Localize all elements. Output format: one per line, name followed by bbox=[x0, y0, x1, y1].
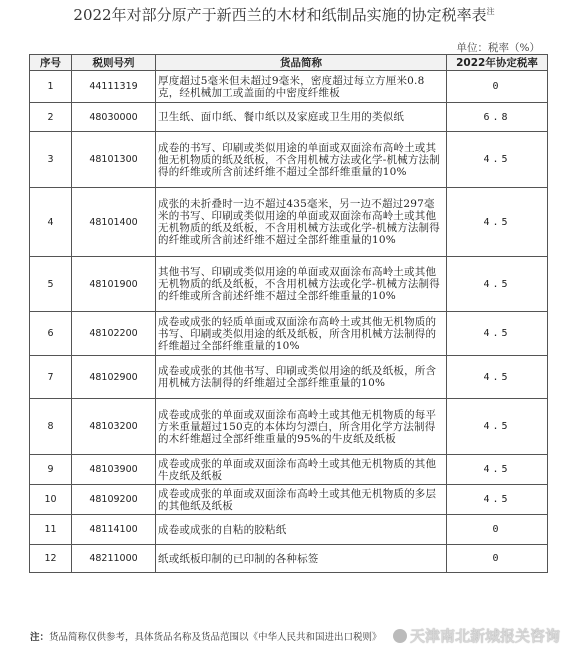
table-row bbox=[30, 515, 548, 545]
row-description: 纸或纸板印制的已印制的各种标签 bbox=[156, 545, 447, 573]
header-no: 序号 bbox=[30, 55, 72, 71]
header-code: 税则号列 bbox=[72, 55, 156, 71]
row-description: 成卷或成张的单面或双面涂布高岭土或其他无机物质的每平方米重量超过150克的本体均匀漂白，所含用化学方法制得的木纤维超过全部纤维重量的95%的牛皮纸及纸板 bbox=[156, 399, 447, 455]
row-tariff-code: 48114100 bbox=[72, 515, 156, 545]
row-number: 5 bbox=[30, 257, 72, 312]
table-row bbox=[30, 455, 548, 485]
footnote-label: 注： bbox=[30, 632, 50, 643]
unit-label: 单位：税率（%） bbox=[456, 42, 540, 54]
row-description: 成卷或成张的其他书写、印刷或类似用途的纸及纸板，所含用机械方法制得的纤维超过全部纤维重量的10% bbox=[156, 356, 447, 399]
table-row bbox=[30, 312, 548, 356]
row-description: 厚度超过5毫米但未超过9毫米，密度超过每立方厘米0.8克，经机械加工或盖面的中密度纤维板 bbox=[156, 71, 447, 103]
row-rate: 6.8 bbox=[447, 103, 548, 132]
row-rate: 4.5 bbox=[447, 485, 548, 515]
row-description: 卫生纸、面巾纸、餐巾纸以及家庭或卫生用的类似纸 bbox=[156, 103, 447, 132]
row-number: 2 bbox=[30, 103, 72, 132]
row-tariff-code: 48211000 bbox=[72, 545, 156, 573]
row-tariff-code: 48102900 bbox=[72, 356, 156, 399]
row-number: 6 bbox=[30, 312, 72, 356]
row-tariff-code: 48101900 bbox=[72, 257, 156, 312]
footnote-text: 货品简称仅供参考，具体货品名称及货品范围以《中华人民共和国进出口税则》 bbox=[49, 632, 382, 643]
watermark-text: 天津南北新城报关咨询 bbox=[409, 627, 560, 645]
row-tariff-code: 48101300 bbox=[72, 132, 156, 188]
title-text: 2022年对部分原产于新西兰的木材和纸制品实施的协定税率表 bbox=[73, 6, 487, 24]
table-header-row bbox=[30, 55, 548, 71]
row-number: 11 bbox=[30, 515, 72, 545]
row-rate: 4.5 bbox=[447, 399, 548, 455]
row-tariff-code: 48109200 bbox=[72, 485, 156, 515]
row-number: 9 bbox=[30, 455, 72, 485]
row-rate: 4.5 bbox=[447, 455, 548, 485]
row-description: 成卷的书写、印刷或类似用途的单面或双面涂布高岭土或其他无机物质的纸及纸板，不含用机械方法或化学-机械方法制得的纤维或所含前述纤维不超过全部纤维重量的10% bbox=[156, 132, 447, 188]
table-row bbox=[30, 71, 548, 103]
wechat-logo-icon bbox=[393, 629, 407, 643]
table-row bbox=[30, 485, 548, 515]
row-tariff-code: 48102200 bbox=[72, 312, 156, 356]
title-note-mark: 注 bbox=[486, 7, 495, 16]
row-number: 7 bbox=[30, 356, 72, 399]
row-description: 成卷或成张的单面或双面涂布高岭土或其他无机物质的其他牛皮纸及纸板 bbox=[156, 455, 447, 485]
row-rate: 0 bbox=[447, 515, 548, 545]
row-description: 成卷或成张的轻质单面或双面涂布高岭土或其他无机物质的书写、印刷或类似用途的纸及纸板，所含用机械方法制得的纤维超过全部纤维重量的10% bbox=[156, 312, 447, 356]
row-tariff-code: 48103200 bbox=[72, 399, 156, 455]
row-description: 其他书写、印刷或类似用途的单面或双面涂布高岭土或其他无机物质的纸及纸板，不含用机械方法或化学-机械方法制得的纤维或所含前述纤维不超过全部纤维重量的10% bbox=[156, 257, 447, 312]
row-tariff-code: 48103900 bbox=[72, 455, 156, 485]
row-rate: 4.5 bbox=[447, 132, 548, 188]
row-rate: 4.5 bbox=[447, 312, 548, 356]
table-row bbox=[30, 132, 548, 188]
table-row bbox=[30, 399, 548, 455]
row-tariff-code: 48101400 bbox=[72, 188, 156, 257]
footnote bbox=[30, 629, 382, 643]
header-desc: 货品简称 bbox=[156, 55, 447, 71]
table-row bbox=[30, 103, 548, 132]
row-number: 10 bbox=[30, 485, 72, 515]
table-row bbox=[30, 545, 548, 573]
table-row bbox=[30, 188, 548, 257]
row-number: 1 bbox=[30, 71, 72, 103]
row-tariff-code: 44111319 bbox=[72, 71, 156, 103]
tariff-table bbox=[29, 54, 548, 573]
row-description: 成张的未折叠时一边不超过435毫米，另一边不超过297毫米的书写、印刷或类似用途的单面或双面涂布高岭土或其他无机物质的纸及纸板，不含用机械方法或化学-机械方法制得的纤维或所含前述纤维不超过全部纤维重量的10% bbox=[156, 188, 447, 257]
row-tariff-code: 48030000 bbox=[72, 103, 156, 132]
table-row bbox=[30, 356, 548, 399]
row-description: 成卷或成张的单面或双面涂布高岭土或其他无机物质的多层的其他纸及纸板 bbox=[156, 485, 447, 515]
row-rate: 4.5 bbox=[447, 257, 548, 312]
page-title bbox=[0, 4, 568, 25]
row-description: 成卷或成张的自粘的胶粘纸 bbox=[156, 515, 447, 545]
row-number: 8 bbox=[30, 399, 72, 455]
table-row bbox=[30, 257, 548, 312]
row-rate: 4.5 bbox=[447, 188, 548, 257]
row-number: 4 bbox=[30, 188, 72, 257]
row-number: 12 bbox=[30, 545, 72, 573]
row-number: 3 bbox=[30, 132, 72, 188]
row-rate: 4.5 bbox=[447, 356, 548, 399]
row-rate: 0 bbox=[447, 545, 548, 573]
header-rate: 2022年协定税率 bbox=[447, 55, 548, 71]
watermark bbox=[393, 625, 560, 646]
table-body bbox=[30, 71, 548, 573]
row-rate: 0 bbox=[447, 71, 548, 103]
